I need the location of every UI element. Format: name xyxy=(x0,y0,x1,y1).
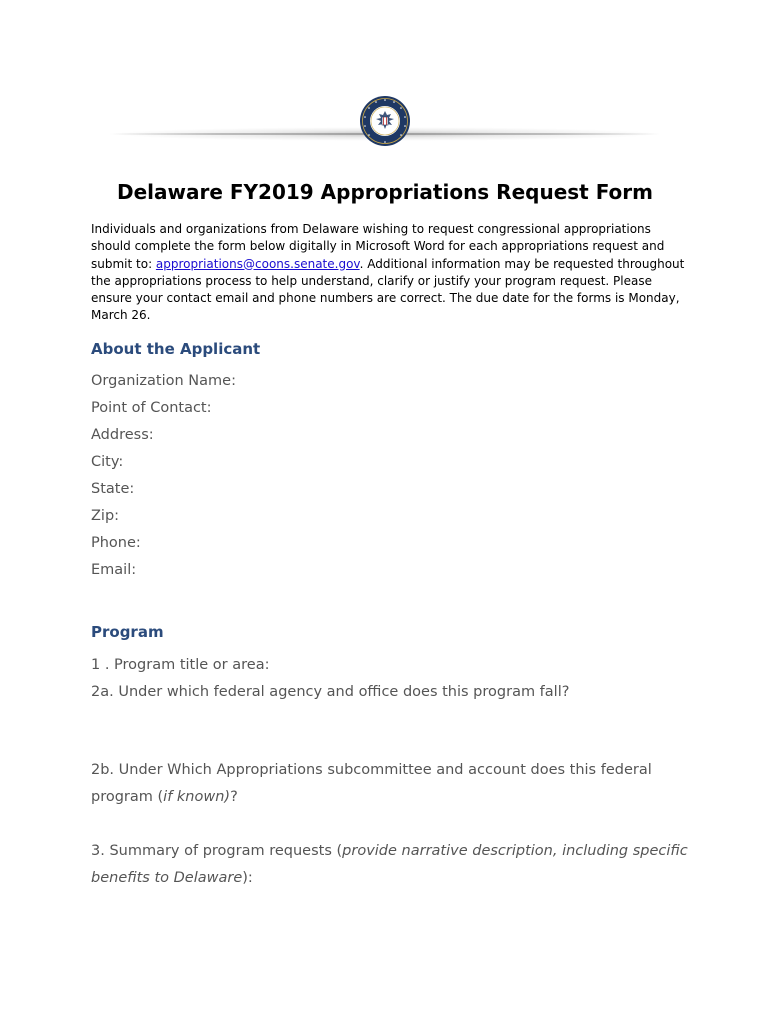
question-2b-end: ? xyxy=(230,789,238,805)
city-label: City: xyxy=(91,454,124,470)
point-of-contact-label: Point of Contact: xyxy=(91,400,212,416)
question-1: 1 . Program title or area: xyxy=(91,657,270,673)
submission-email-link[interactable]: appropriations@coons.senate.gov xyxy=(155,256,360,271)
intro-text-start: Individuals and organizations from Delaware wishing to request congressional appropriations should complete the form below digitally in Microsoft Word for each appropriations request and submit to: xyxy=(91,222,665,271)
question-3 xyxy=(91,838,691,892)
question-3-text: 3. Summary of program requests ( xyxy=(91,843,343,859)
applicant-heading: About the Applicant xyxy=(91,340,261,358)
phone-label: Phone: xyxy=(91,535,141,551)
question-3-end: ): xyxy=(242,870,253,886)
state-label: State: xyxy=(91,481,135,497)
question-2b xyxy=(91,757,691,811)
page-title: Delaware FY2019 Appropriations Request Form xyxy=(117,180,653,204)
intro-paragraph xyxy=(91,221,691,325)
us-senate-seal-icon xyxy=(359,95,411,147)
question-2b-italic: if known) xyxy=(163,789,231,805)
question-2a: 2a. Under which federal agency and office does this program fall? xyxy=(91,684,570,700)
organization-name-label: Organization Name: xyxy=(91,373,236,389)
zip-label: Zip: xyxy=(91,508,120,524)
address-label: Address: xyxy=(91,427,154,443)
question-2b-text: 2b. Under Which Appropriations subcommittee and account does this federal program ( xyxy=(91,762,652,805)
intro-text-end: . Additional information may be requested throughout the appropriations process to help understand, clarify or justify your program request. Please ensure your contact email and phone numbers are correct. The due date for the forms is Monday, March 26. xyxy=(91,256,685,323)
program-heading: Program xyxy=(91,623,164,641)
email-label: Email: xyxy=(91,562,137,578)
question-3-italic: provide narrative description, including specific benefits to Delaware xyxy=(91,843,688,886)
